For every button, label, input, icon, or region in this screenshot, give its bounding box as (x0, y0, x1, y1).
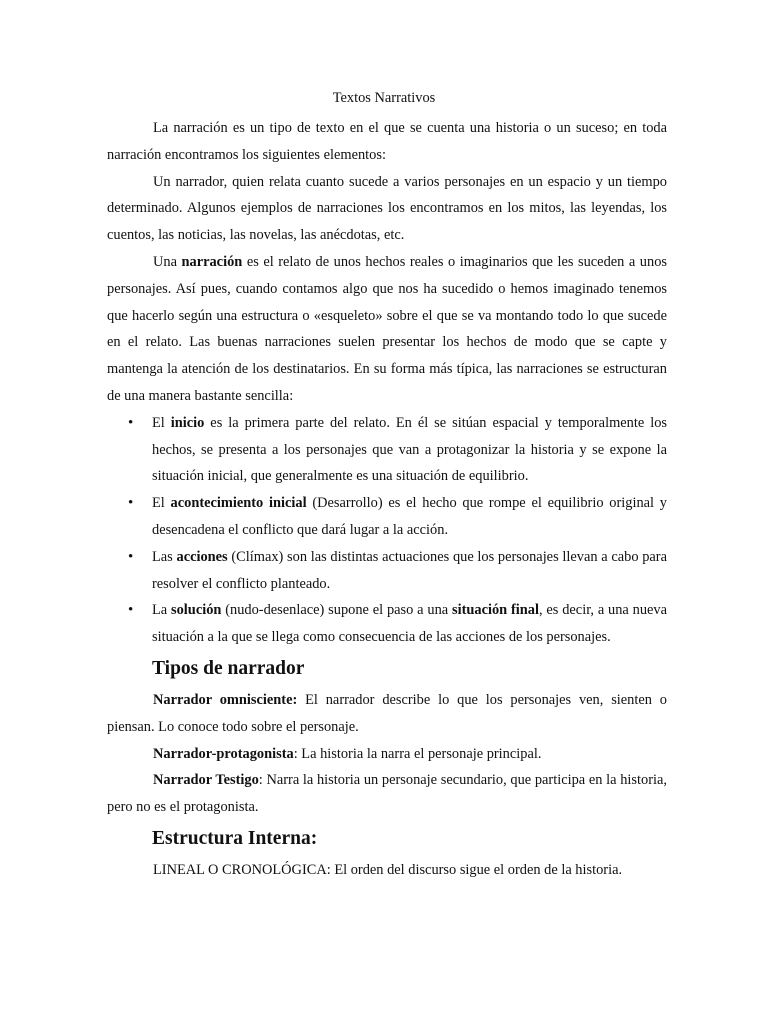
list-text: La (152, 602, 172, 619)
paragraph-narrador-protagonista (107, 741, 667, 768)
list-text: es la primera parte del relato. En él se sitúan espacial y temporalmente los hechos, se presenta a los personajes que van a protagonizar la historia y se expone la situación inicial, que generalmente es una situación de equilibrio. (152, 414, 667, 485)
list-item (107, 544, 667, 598)
paragraph-text: es el relato de unos hechos reales o imaginarios que les suceden a unos personajes. Así pues, cuando contamos algo que nos ha sucedido o hemos imaginado tenemos que hacerlo según una estructura o «esqueleto» sobre el que se va montando todo lo que sucede en el relato. Las buenas narraciones suelen presentar los hechos de modo que se capte y mantenga la atención de los destinatarios. En su forma más típica, las narraciones se estructuran de una manera bastante sencilla: (107, 253, 667, 404)
section-heading-estructura: Estructura Interna: (152, 827, 318, 849)
document-title: Textos Narrativos (332, 90, 436, 106)
structure-list (107, 410, 667, 651)
paragraph-narrador: Un narrador, quien relata cuanto sucede a varios personajes en un espacio y un tiempo determinado. Algunos ejemplos de narraciones los encontramos en los mitos, las leyendas, los cuentos, las noticias, las novelas, las anécdotas, etc. (107, 173, 667, 244)
list-text: (Desarrollo) es el hecho que rompe el equilibrio original y desencadena el conflicto que dará lugar a la acción. (152, 495, 667, 538)
list-text: (Clímax) son las distintas actuaciones que los personajes llevan a cabo para resolver el conflicto planteado. (152, 548, 667, 592)
section-heading-tipos: Tipos de narrador (152, 657, 305, 679)
list-item (107, 490, 667, 544)
bold-term: acontecimiento inicial (170, 495, 307, 512)
paragraph-narracion (107, 249, 667, 410)
list-text: Las (152, 548, 177, 565)
paragraph-intro: La narración es un tipo de texto en el que se cuenta una historia o un suceso; en toda narración encontramos los siguientes elementos: (107, 120, 667, 163)
list-text: , es decir, a una nueva situación a la que se llega como consecuencia de las acciones de los personajes. (152, 602, 668, 646)
paragraph-narrador-omnisciente (107, 687, 667, 741)
bold-term: Narrador Testigo (153, 772, 259, 789)
list-text: (nudo-desenlace) supone el paso a una (221, 602, 452, 619)
list-item (107, 597, 667, 651)
bold-term: Narrador omnisciente: (153, 691, 298, 708)
bold-term: solución (171, 602, 222, 619)
paragraph-lineal: LINEAL O CRONOLÓGICA: El orden del discurso sigue el orden de la historia. (153, 861, 623, 878)
bold-term: situación final (451, 602, 539, 619)
bold-term: inicio (170, 414, 205, 431)
document-body (107, 115, 667, 884)
bold-term: narración (181, 253, 243, 270)
list-text: El (152, 414, 171, 431)
paragraph-text: : Narra la historia un personaje secundario, que participa en la historia, pero no es el protagonista. (107, 772, 667, 816)
paragraph-text: El narrador describe lo que los personajes ven, sienten o piensan. Lo conoce todo sobre el personaje. (107, 691, 667, 735)
paragraph-text: Una (153, 253, 182, 270)
paragraph-narrador-testigo (107, 767, 667, 821)
bold-term: Narrador-protagonista (153, 745, 294, 762)
bold-term: acciones (176, 548, 228, 565)
list-item (107, 410, 667, 490)
list-text: El (152, 495, 171, 512)
paragraph-text: : La historia la narra el personaje principal. (293, 745, 542, 762)
